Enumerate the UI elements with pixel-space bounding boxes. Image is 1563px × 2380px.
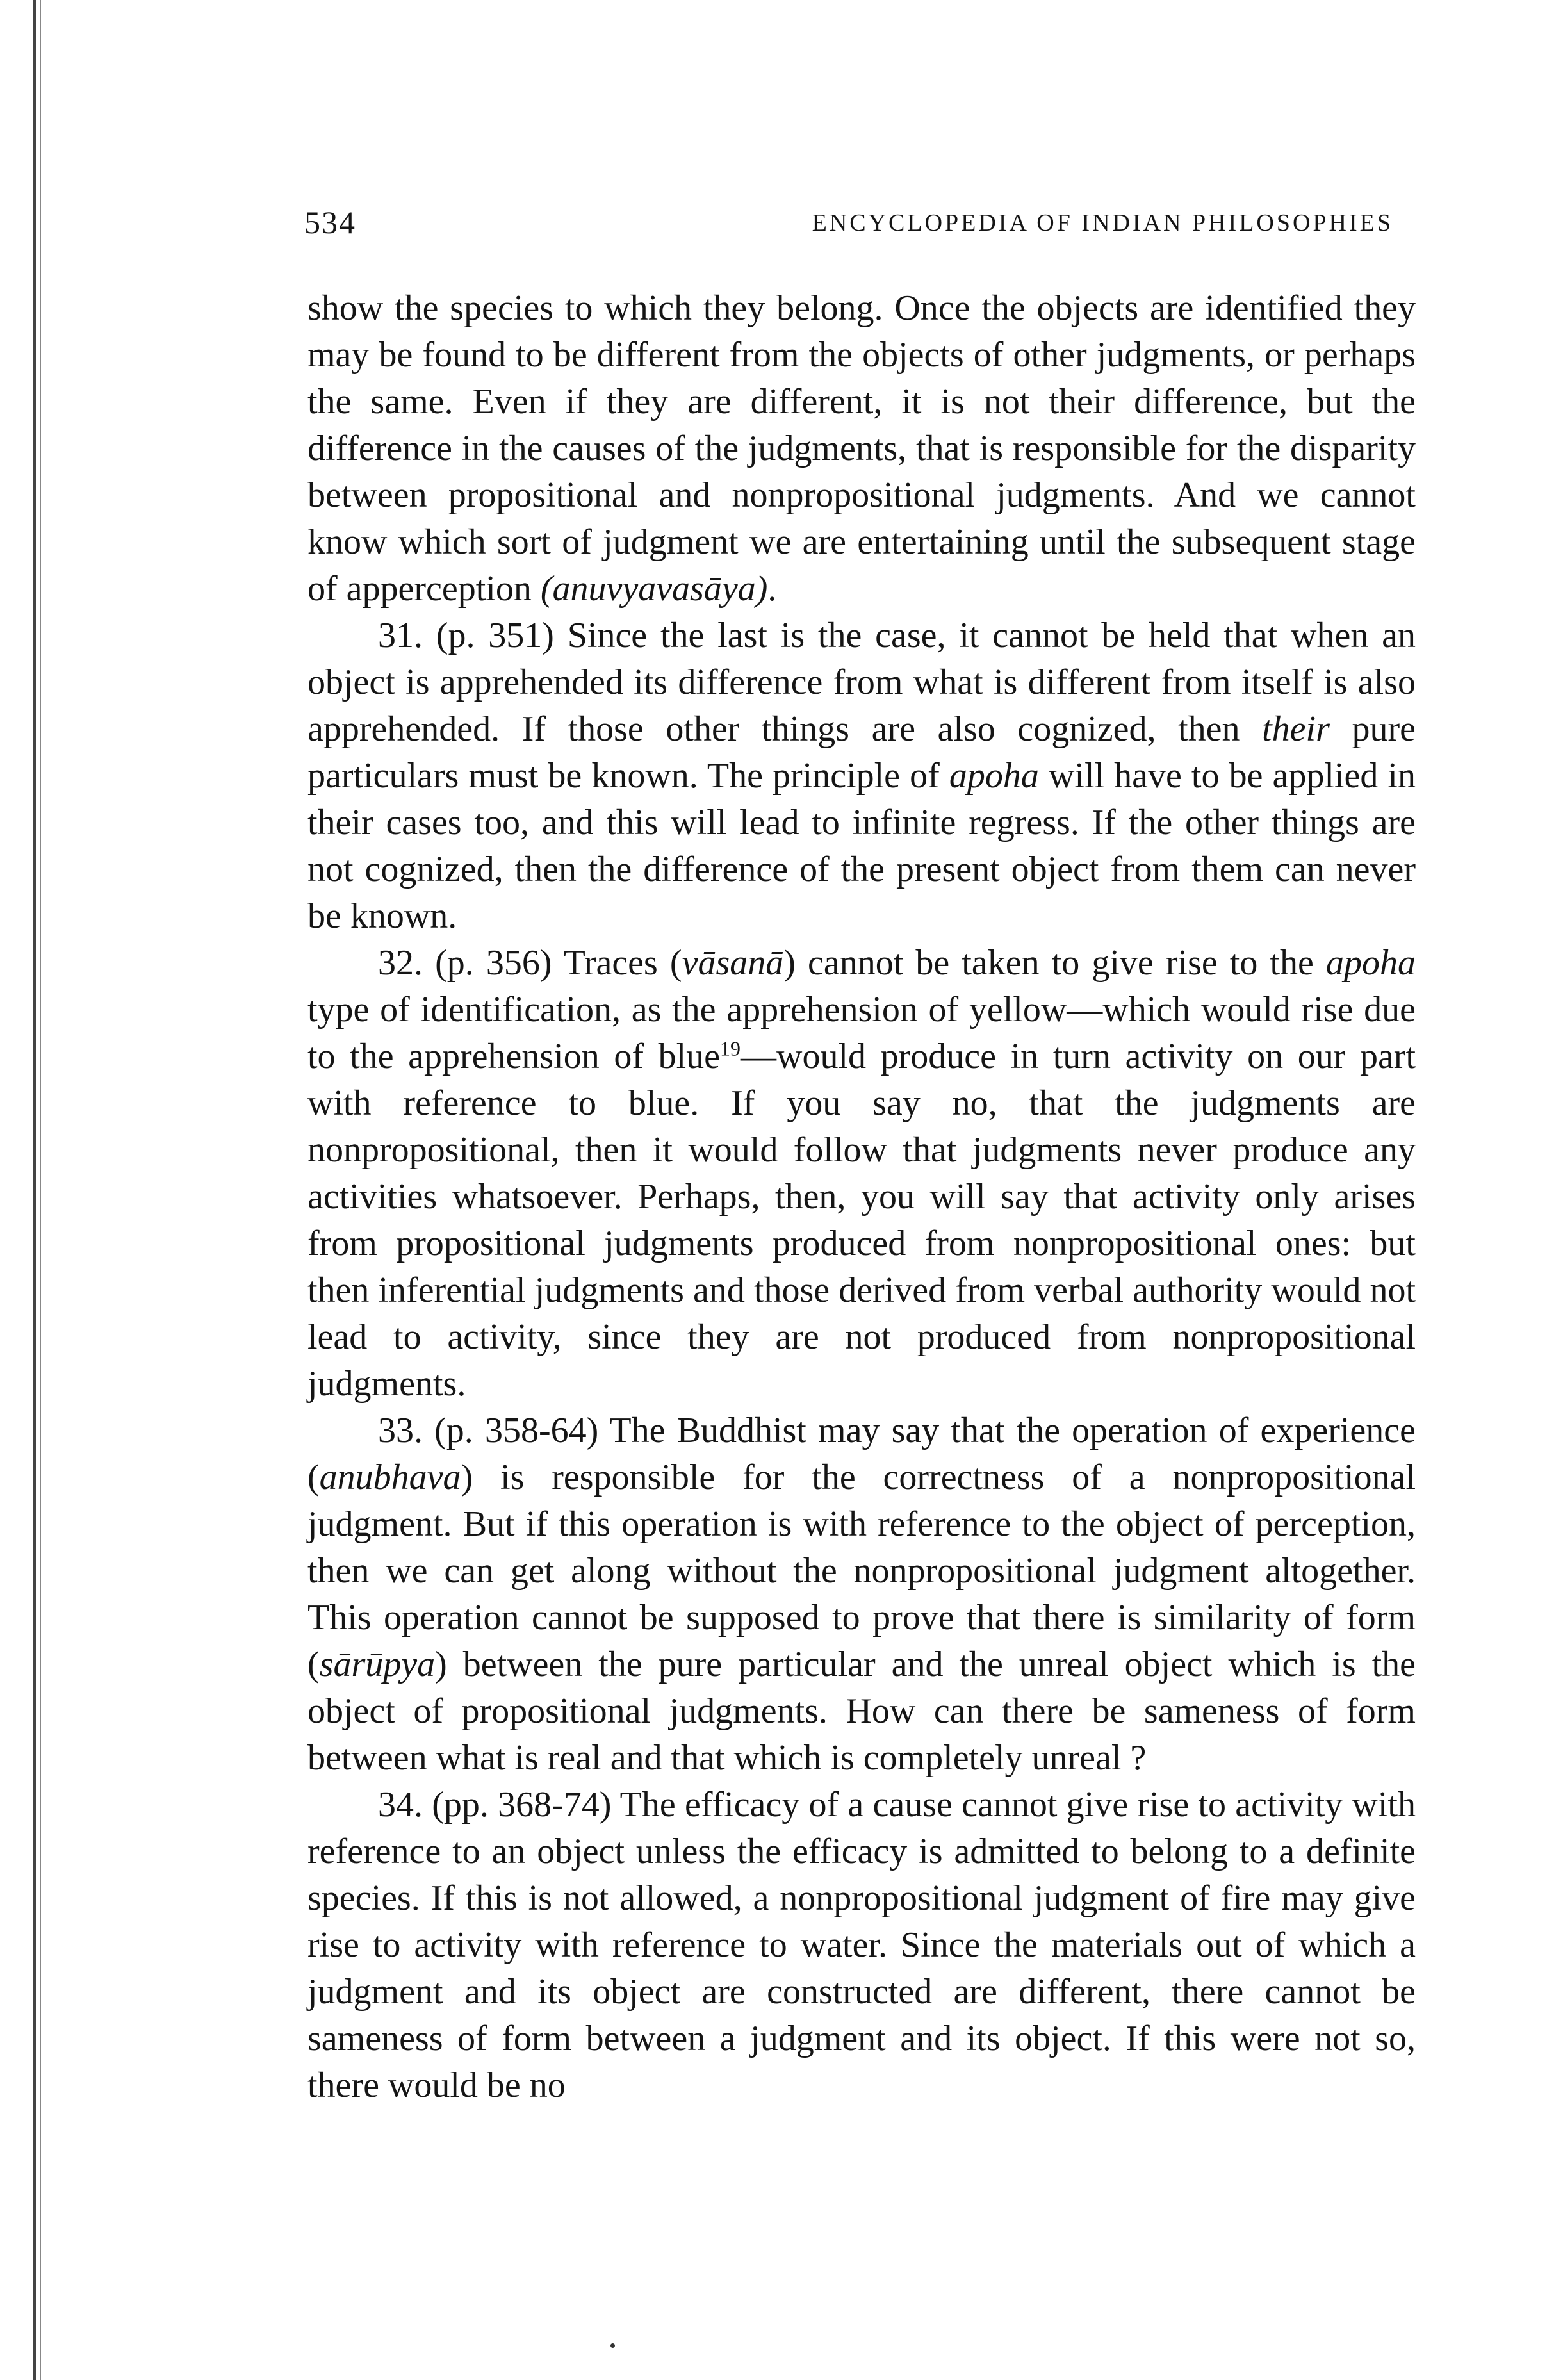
paragraph-continuation: show the species to which they belong. Once the objects are identified they may be found to be different from the objects of other judgments, or perhaps the same. Even if they are different, it is not their difference, but the difference in the causes of the judgments, that is responsible for the disparity between propositional and nonpropositional judgments. And we cannot know which sort of judgment we are entertaining until the subsequent stage of apperception (anuvyavasāya). <box>307 288 1416 609</box>
page-edge-shadow <box>40 0 41 2380</box>
body-text <box>307 285 1416 2109</box>
page-edge <box>33 0 36 2380</box>
paragraph-33: 33. (p. 358-64) The Buddhist may say that the operation of experience (anubhava) is responsible for the correctness of a nonpropositional judgment. But if this operation is with reference to the object of perception, then we can get along without the nonpropositional judgment altogether. This operation cannot be supposed to prove that there is similarity of form (sārūpya) between the pure particular and the unreal object which is the object of propositional judgments. How can there be sameness of form between what is real and that which is completely unreal ? <box>307 1411 1416 1778</box>
running-head: ENCYCLOPEDIA OF INDIAN PHILOSOPHIES <box>812 209 1393 236</box>
paragraph-31: 31. (p. 351) Since the last is the case, it cannot be held that when an object is apprehended its difference from what is different from itself is also apprehended. If those other things are also cognized, then their pure particulars must be known. The principle of apoha will have to be applied in their cases too, and this will lead to infinite regress. If the other things are not cognized, then the difference of the present object from them can never be known. <box>307 616 1416 936</box>
scan-speck <box>610 2343 615 2348</box>
paragraph-34: 34. (pp. 368-74) The efficacy of a cause cannot give rise to activity with reference to an object unless the efficacy is admitted to belong to a definite species. If this is not allowed, a nonpropositional judgment of fire may give rise to activity with reference to water. Since the materials out of which a judgment and its object are constructed are different, there cannot be sameness of form between a judgment and its object. If this were not so, there would be no <box>307 1785 1416 2105</box>
page-header <box>304 204 1393 249</box>
paragraph-32: 32. (p. 356) Traces (vāsanā) cannot be taken to give rise to the apoha type of identification, as the apprehension of yellow—which would rise due to the apprehension of blue$^{19}$—would produce in turn activity on our part with reference to blue. If you say no, that the judgments are nonpropositional, then it would follow that judgments never produce any activities whatsoever. Perhaps, then, you will say that activity only arises from propositional judgments produced from nonpropositional ones: but then inferential judgments and those derived from verbal authority would not lead to activity, since they are not produced from nonpropositional judgments. <box>307 943 1416 1404</box>
footnote-ref: 19 <box>720 1037 741 1060</box>
page-number: 534 <box>304 204 356 240</box>
